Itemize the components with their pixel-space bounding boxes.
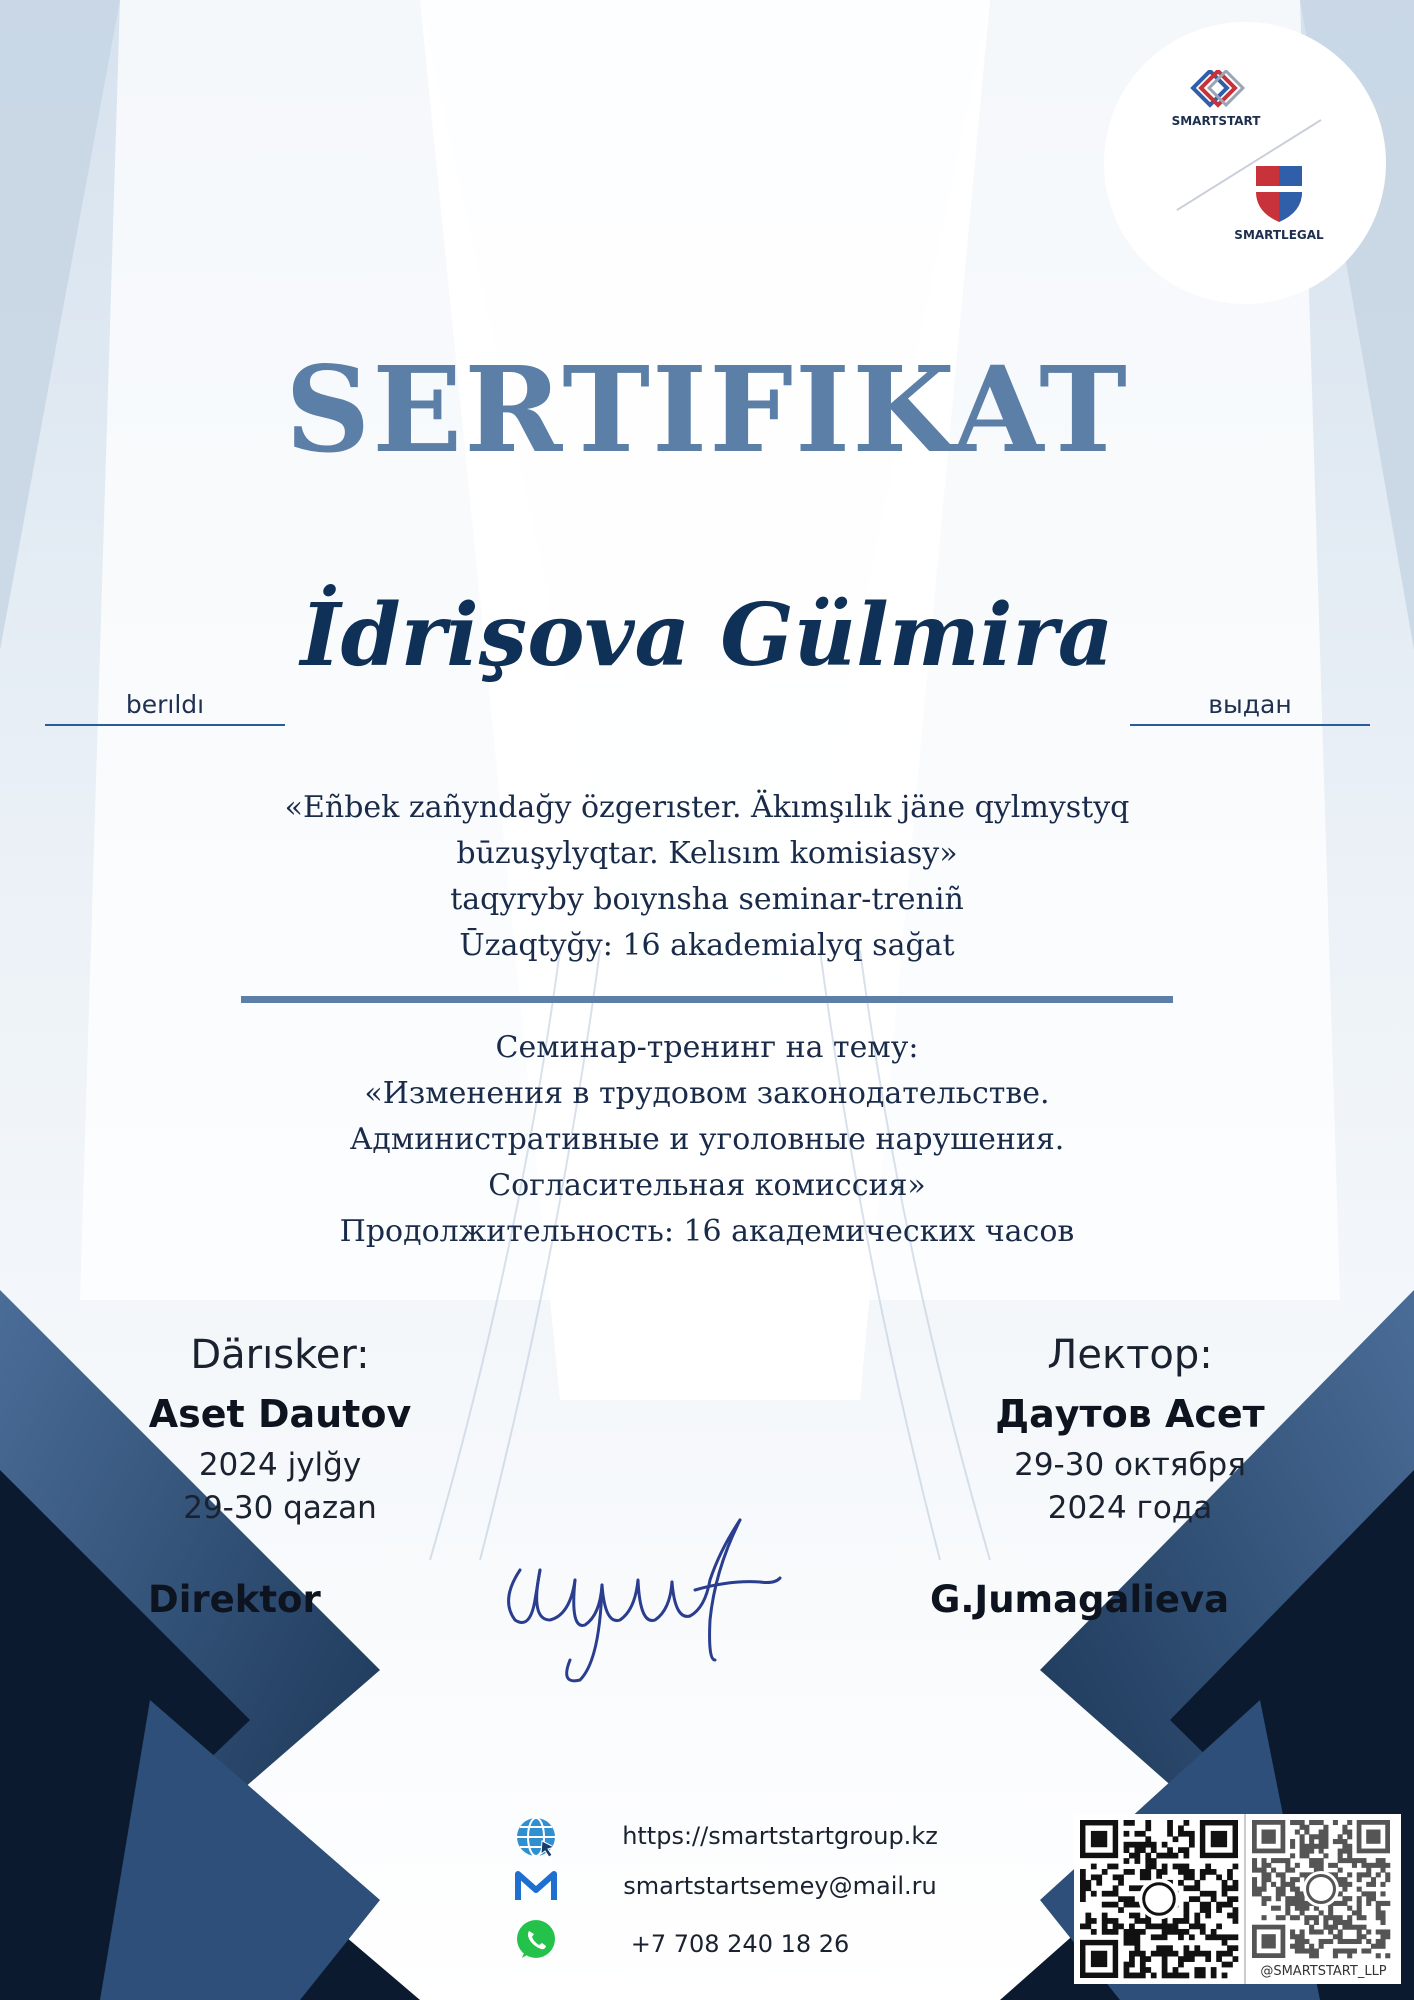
description-ru-line: Согласительная комиссия» [488,1168,926,1203]
description-kz-line: būzuşylyqtar. Kelısım komisiasy» [456,836,958,871]
qr-whatsapp-pattern [1074,1814,1244,1984]
description-kz-line: Ūzaqtyğy: 16 akademialyq sağat [459,928,955,963]
director-label: Direktor [148,1578,321,1621]
certificate-title: SERTIFIKAT [285,340,1129,479]
lecturer-role-ru: Лектор: [1047,1332,1213,1378]
smartstart-logo-text: SMARTSTART [1171,114,1261,128]
given-label-kz: berıldı [125,690,205,719]
description-ru-line: Семинар-тренинг на тему: [495,1030,919,1065]
given-line-ru [1130,724,1370,726]
description-ru-line: «Изменения в трудовом законодательстве. [364,1076,1050,1111]
lecturer-role-kz: Därısker: [190,1332,370,1378]
description-kz-line: «Eñbek zañyndağy özgerıster. Äkımşılık jäne qylmystyq [284,790,1130,825]
given-line-kz [45,724,285,726]
description-kz-line: taqyryby boıynsha seminar-treniñ [450,882,964,917]
whatsapp-icon [514,1918,558,1962]
instagram-handle: @SMARTSTART_LLP [1260,1964,1387,1979]
smartlegal-shield-icon [1252,162,1306,224]
email-link[interactable]: smartstartsemey@mail.ru [623,1872,937,1900]
website-link[interactable]: https://smartstartgroup.kz [622,1822,938,1850]
section-divider [241,996,1173,1003]
lecturer-date-ru-line1: 29-30 октября [1014,1447,1246,1483]
description-kz [207,785,1207,969]
lecturer-date-kz-line2: 29-30 qazan [183,1490,377,1526]
qr-code-whatsapp[interactable] [1074,1814,1244,1984]
phone-number[interactable]: +7 708 240 18 26 [630,1930,850,1958]
lecturer-date-kz [110,1444,450,1530]
lecturer-date-ru [960,1444,1300,1530]
recipient-name: İdrişova Gülmira [300,585,1114,686]
description-ru-line: Продолжительность: 16 академических часов [339,1214,1075,1249]
qr-instagram-pattern [1246,1814,1401,1964]
lecturer-date-ru-line2: 2024 года [1047,1490,1213,1526]
lecturer-name-kz: Aset Dautov [148,1392,412,1436]
logo-badge [1104,22,1386,304]
given-label-ru: выдан [1208,690,1292,719]
director-name: G.Jumagalieva [930,1578,1230,1621]
lecturer-date-kz-line1: 2024 jylğy [198,1447,362,1483]
description-ru-line: Административные и уголовные нарушения. [349,1122,1065,1157]
globe-icon [514,1815,558,1859]
qr-code-instagram[interactable] [1244,1814,1401,1984]
lecturer-name-ru: Даутов Асет [995,1392,1265,1436]
mail-icon [514,1868,558,1904]
smartstart-logo-icon [1184,70,1248,114]
director-signature [490,1510,830,1690]
smartlegal-logo-text: SMARTLEGAL [1234,228,1324,242]
description-ru [207,1025,1207,1255]
